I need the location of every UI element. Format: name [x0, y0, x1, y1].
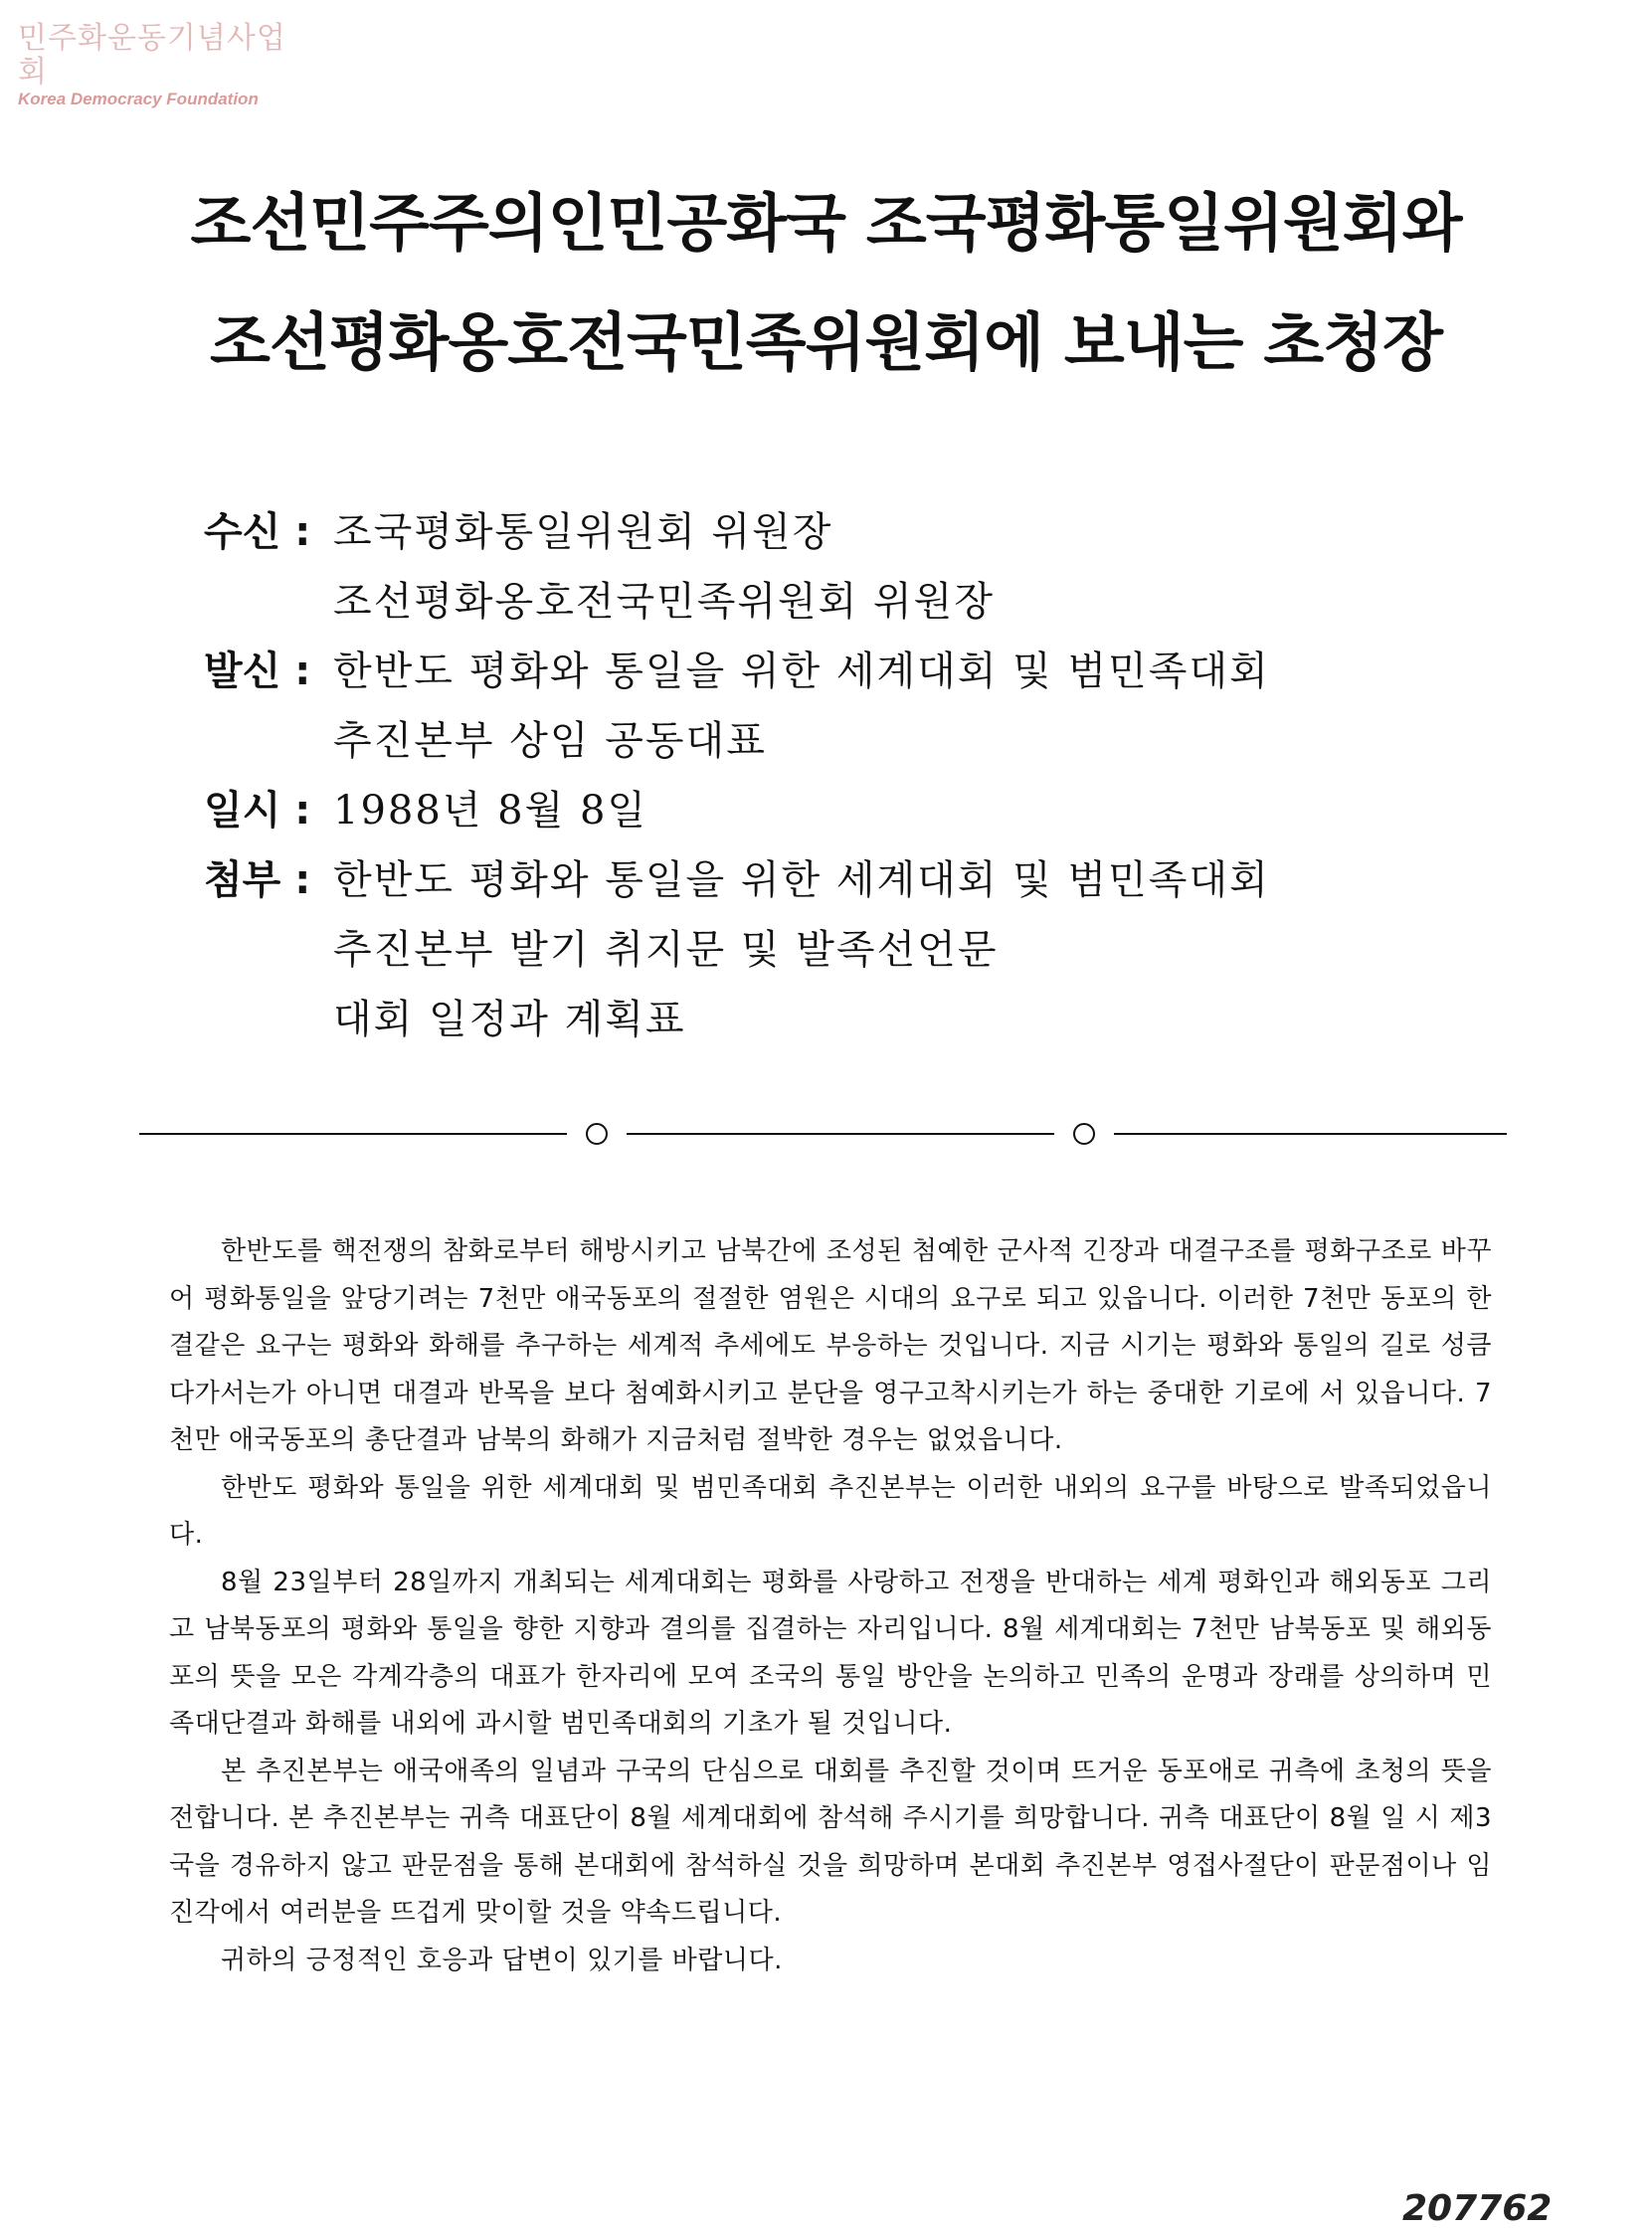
- title-line-2: 조선평화옹호전국민족위원회에 보내는 초청장: [209, 306, 1443, 379]
- sender-value: 한반도 평화와 통일을 위한 세계대회 및 범민족대회: [333, 649, 1270, 694]
- attachment-row: [204, 845, 1497, 1054]
- attachment-value: 한반도 평화와 통일을 위한 세계대회 및 범민족대회: [333, 857, 1270, 903]
- divider-circle-icon: [1074, 1124, 1094, 1144]
- divider-circle-icon: [587, 1124, 607, 1144]
- document-title: [0, 164, 1652, 403]
- body-paragraph: 귀하의 긍정적인 호응과 답변이 있기를 바랍니다.: [221, 1945, 783, 1975]
- letter-header: [204, 497, 1497, 1054]
- attachment-value: 대회 일정과 계획표: [333, 997, 686, 1042]
- title-line-1: 조선민주주의인민공화국 조국평화통일위원회와: [190, 187, 1462, 260]
- watermark-logo: [18, 22, 306, 109]
- attachment-value: 추진본부 발기 취지문 및 발족선언문: [333, 927, 999, 973]
- sender-label: 발신 :: [204, 649, 311, 694]
- recipient-row: [204, 497, 1497, 637]
- letter-body: [169, 1228, 1492, 1984]
- date-row: [204, 776, 1497, 845]
- body-paragraph: 본 추진본부는 애국애족의 일념과 구국의 단심으로 대회를 추진할 것이며 뜨거운 동포애로 귀측에 초청의 뜻을 전합니다. 본 추진본부는 귀측 대표단이 8월 세계대회에 참석해 주시기를 희망합니다. 귀측 대표단이 8월 일 시 제3국을 경유하지 않고 판문점을 통해 본대회에 참석하실 것을 희망하며 본대회 추진본부 영접사절단이 판문점이나 임진각에서 여러분을 뜨겁게 맞이할 것을 약속드립니다.: [169, 1756, 1492, 1928]
- attachment-label: 첨부 :: [204, 857, 311, 903]
- sender-row: [204, 637, 1497, 776]
- handwritten-document-number: 207762: [1402, 2188, 1553, 2229]
- recipient-value: 조국평화통일위원회 위원장: [333, 509, 833, 555]
- body-paragraph: 한반도 평화와 통일을 위한 세계대회 및 범민족대회 추진본부는 이러한 내외의 요구를 바탕으로 발족되었읍니다.: [169, 1472, 1492, 1550]
- watermark-korean: 민주화운동기념사업회: [18, 21, 286, 90]
- body-paragraph: 한반도를 핵전쟁의 참화로부터 해방시키고 남북간에 조성된 첨예한 군사적 긴장과 대결구조를 평화구조로 바꾸어 평화통일을 앞당기려는 7천만 애국동포의 절절한 염원은 시대의 요구로 되고 있읍니다. 이러한 7천만 동포의 한결같은 요구는 평화와 화해를 추구하는 세계적 추세에도 부응하는 것입니다. 지금 시기는 평화와 통일의 길로 성큼 다가서는가 아니면 대결과 반목을 보다 첨예화시키고 분단을 영구고착시키는가 하는 중대한 기로에 서 있읍니다. 7천만 애국동포의 총단결과 남북의 화해가 지금처럼 절박한 경우는 없었읍니다.: [169, 1236, 1492, 1455]
- date-value: 1988년 8월 8일: [333, 788, 648, 834]
- body-paragraph: 8월 23일부터 28일까지 개최되는 세계대회는 평화를 사랑하고 전쟁을 반대하는 세계 평화인과 해외동포 그리고 남북동포의 평화와 통일을 향한 지향과 결의를 집결하는 자리입니다. 8월 세계대회는 7천만 남북동포 및 해외동포의 뜻을 모은 각계각층의 대표가 한자리에 모여 조국의 통일 방안을 논의하고 민족의 운명과 장래를 상의하며 민족대단결과 화해를 내외에 과시할 범민족대회의 기초가 될 것입니다.: [169, 1567, 1492, 1739]
- recipient-label: 수신 :: [204, 509, 311, 555]
- recipient-value: 조선평화옹호전국민족위원회 위원장: [333, 579, 995, 625]
- watermark-english: Korea Democracy Foundation: [18, 90, 259, 108]
- date-label: 일시 :: [204, 788, 311, 834]
- sender-value: 추진본부 상임 공동대표: [333, 718, 767, 764]
- section-divider: [139, 1114, 1507, 1154]
